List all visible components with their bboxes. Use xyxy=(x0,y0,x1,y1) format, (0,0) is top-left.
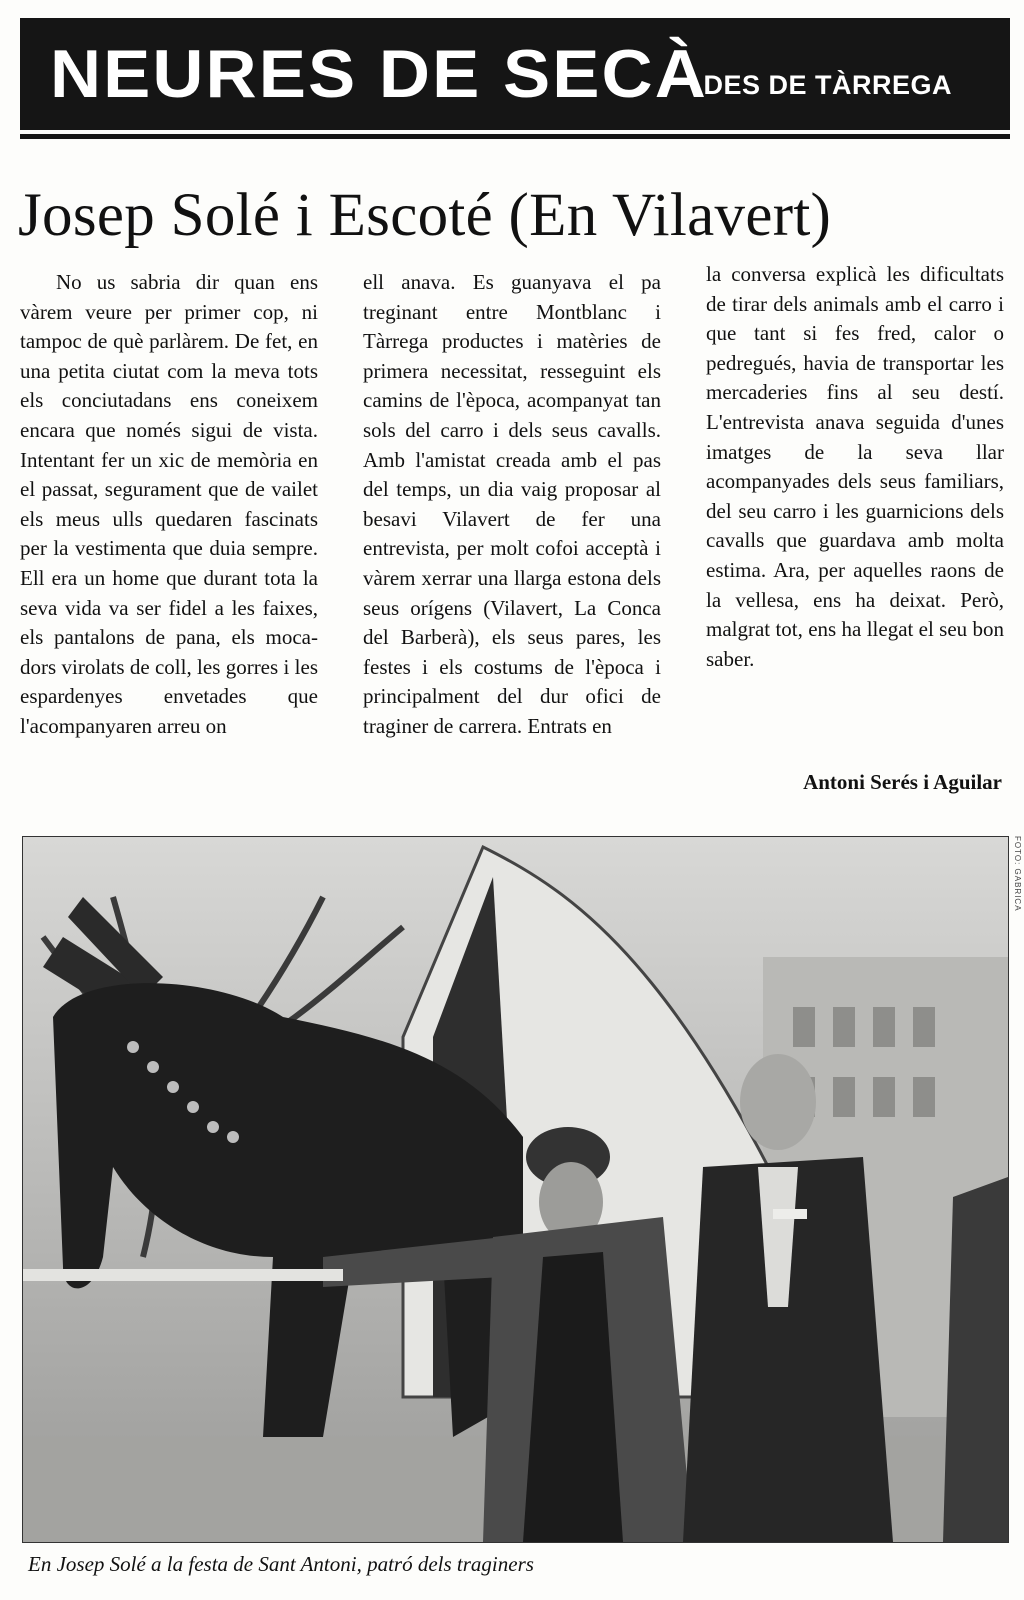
photo-caption: En Josep Solé a la festa de Sant Antoni, patró dels traginers xyxy=(28,1552,534,1576)
article-photo xyxy=(22,836,1009,1543)
bystander-figure xyxy=(943,1177,1008,1542)
column-3-text: la conversa explicà les dificultats de tirar dels animals amb el carro i que tant si fes fred, calor o pedregués, havia de transportar les mercaderies fins al seu destí. L'entrevista anava seguida d'unes imatges de la seva llar acompanyades dels seus familiars, del seu carro i les guarnicions dels cavalls que guardava amb molta estima. Ara, per aquelles raons de la vellesa, ens ha deixat. Però, malgrat tot, ens ha llegat el seu bon saber. xyxy=(706,262,1004,671)
article-headline: Josep Solé i Escoté (En Vilavert) xyxy=(18,182,832,249)
section-subtitle: DES DE TÀRREGA xyxy=(703,70,952,100)
section-banner xyxy=(20,18,1010,130)
banner-rule xyxy=(20,134,1010,139)
article-column-2 xyxy=(363,268,661,742)
article-byline: Antoni Serés i Aguilar xyxy=(803,770,1002,794)
article-column-3 xyxy=(706,260,1004,674)
column-1-text: No us sabria dir quan ens vàrem veure per primer cop, ni tampoc de què parlàrem. De fet, en una petita ciutat com la meva tots els conciutadans ens coneixem encara que només sigui de vista. Intentant fer un xic de memòria en el passat, segurament que de vailet els meus ulls quedaren fascinats per la vestimenta que duia sempre. Ell era un home que durant tota la seva vida va ser fidel a les faixes, els pantalons de pana, els mocadors virolats de coll, les gorres i les espardenyes envetades que l'acompanyaren arreu on xyxy=(20,270,318,738)
photo-illustration xyxy=(23,837,1008,1542)
photo-credit: FOTO: GABRICA xyxy=(1013,836,1022,912)
section-title: NEURES DE SECÀ xyxy=(50,36,708,112)
column-2-text: ell anava. Es guanyava el pa treginant entre Montblanc i Tàrrega productes i matèries de primera necessitat, resseguint els camins de l'època, acompanyat tan sols del carro i dels seus cavalls. Amb l'amistat creada amb el pas del temps, un dia vaig proposar al besavi Vilavert de fer una entrevista, per molt cofoi acceptà i vàrem xerrar una llarga estona dels seus orígens (Vilavert, La Conca del Barberà), els seus pares, les festes i els costums de l'època i principalment del dur ofici de traginer de carrera. Entrats en xyxy=(363,270,661,738)
article-column-1 xyxy=(20,268,318,742)
